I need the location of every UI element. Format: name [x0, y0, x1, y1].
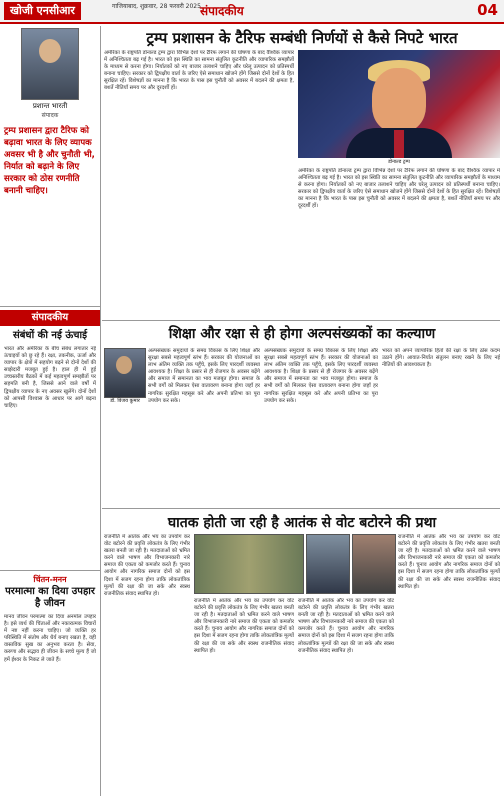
author-photo: [104, 348, 146, 398]
lead-article-continued: अमेरिका के राष्ट्रपति डोनाल्ड ट्रम्प द्वारा विभिन्न देशों पर टैरिफ लगाने की घोषणा के बाद वैश्विक व्यापार में अनिश्चितता बढ़ गई है। भारत को इस स्थिति का सामना संतुलित कूटनीति और व्यापारिक समझौतों के माध्यम से करना होगा। निर्यातकों को नए बाजार तलाशने चाहिए और घरेलू उत्पादन को प्रतिस्पर्धी बनाना चाहिए। सरकार को द्विपक्षीय वार्ता के जरिए ऐसे समाधान खोजने होंगे जिससे दोनों देशों के हित सुरक्षित रहें। विशेषज्ञों का मानना है कि भारत के पास इस चुनौती को अवसर में बदलने की क्षमता है, बशर्ते नीतियाँ समय पर और दूरदर्शी हों।: [298, 168, 500, 210]
third-article-continued-3: राजनीति में आतंक और भय का उपयोग कर वोट बटोरने की प्रवृत्ति लोकतंत्र के लिए गंभीर खतरा बनती जा रही है। मतदाताओं को भ्रमित करने वाले भाषण और विभाजनकारी नारे समाज की एकता को कमजोर करते हैं। चुनाव आयोग और नागरिक समाज दोनों को इस दिशा में सजग रहना होगा ताकि लोकतांत्रिक मूल्यों की रक्षा की जा सके और स्वस्थ राजनीतिक संवाद स्थापित हो।: [398, 534, 500, 590]
second-headline: शिक्षा और रक्षा से ही होगा अल्पसंख्यकों का कल्याण: [168, 326, 436, 342]
editor-title: संपादक: [41, 112, 59, 119]
pull-quote: ट्रम्प प्रशासन द्वारा टैरिफ को बढ़ावा भारत के लिए व्यापक अवसर भी है और चुनौती भी, निर्यात को बढ़ाने के लिए सरकार को ठोस रणनीति बनानी चाहिए।: [4, 126, 95, 196]
editorial-headline: संबंधों की नई ऊंचाई: [12, 330, 88, 341]
second-article-continued: अल्पसंख्यक समुदायों के समग्र विकास के लिए शिक्षा और सुरक्षा सबसे महत्वपूर्ण स्तंभ हैं। सरकार की योजनाओं का लाभ अंतिम व्यक्ति तक पहुँचे, इसके लिए पारदर्शी व्यवस्था आवश्यक है। शिक्षा के प्रसार से ही रोजगार के अवसर बढ़ेंगे और समाज में समानता का भाव मजबूत होगा। समाज के सभी वर्गों को मिलकर ऐसा वातावरण बनाना होगा जहाँ हर नागरिक सुरक्षित महसूस करे और अपनी प्रतिभा का पूरा उपयोग कर सके।: [264, 348, 378, 404]
dateline: गाजियाबाद, शुक्रवार, 28 फरवरी 2025: [112, 3, 201, 10]
editor-profile: [4, 28, 96, 197]
section-rule: [102, 508, 500, 509]
newspaper-brand: खोजी एनसीआर: [4, 2, 81, 20]
lead-article-body: अमेरिका के राष्ट्रपति डोनाल्ड ट्रम्प द्वारा विभिन्न देशों पर टैरिफ लगाने की घोषणा के बाद वैश्विक व्यापार में अनिश्चितता बढ़ गई है। भारत को इस स्थिति का सामना संतुलित कूटनीति और व्यापारिक समझौतों के माध्यम से करना होगा। निर्यातकों को नए बाजार तलाशने चाहिए और घरेलू उत्पादन को प्रतिस्पर्धी बनाना चाहिए। सरकार को द्विपक्षीय वार्ता के जरिए ऐसे समाधान खोजने होंगे जिससे दोनों देशों के हित सुरक्षित रहें। विशेषज्ञों का मानना है कि भारत के पास इस चुनौती को अवसर में बदलने की क्षमता है, बशर्ते नीतियाँ समय पर और दूरदर्शी हों।: [104, 50, 294, 92]
third-article-continued: राजनीति में आतंक और भय का उपयोग कर वोट बटोरने की प्रवृत्ति लोकतंत्र के लिए गंभीर खतरा बनती जा रही है। मतदाताओं को भ्रमित करने वाले भाषण और विभाजनकारी नारे समाज की एकता को कमजोर करते हैं। चुनाव आयोग और नागरिक समाज दोनों को इस दिशा में सजग रहना होगा ताकि लोकतांत्रिक मूल्यों की रक्षा की जा सके और स्वस्थ राजनीतिक संवाद स्थापित हो।: [194, 598, 294, 654]
lead-headline: ट्रम्प प्रशासन के टैरिफ सम्बंधी निर्णयों से कैसे निपटे भारत: [146, 29, 458, 47]
column-rule: [100, 26, 101, 796]
section-title: संपादकीय: [200, 4, 244, 18]
third-headline: घातक होती जा रही है आतंक से वोट बटोरने की प्रथा: [167, 515, 437, 531]
chintan-headline: परमात्मा का दिया उपहार है जीवन: [5, 586, 95, 609]
person-photo: [306, 534, 350, 594]
second-article-continued-2: भारत को अपने व्यापारिक हितों की रक्षा के लिए ठोस कदम उठाने होंगे। आयात-निर्यात संतुलन बनाए रखने के लिए नई नीतियों की आवश्यकता है।: [382, 348, 500, 369]
editorial-body: भारत और अमेरिका के बीच संबंध लगातार नई ऊंचाइयों को छू रहे हैं। रक्षा, तकनीक, ऊर्जा और व्यापार के क्षेत्रों में सहयोग बढ़ने से दोनों देशों की साझेदारी मजबूत हुई है। हाल ही में हुई उच्चस्तरीय बैठकों में कई महत्वपूर्ण समझौतों पर सहमति बनी है, जिससे आने वाले वर्षों में द्विपक्षीय व्यापार के नए अवसर खुलेंगे। दोनों देशों को आपसी विश्वास के आधार पर आगे बढ़ना चाहिए।: [4, 346, 96, 409]
field-photo: [194, 534, 304, 594]
section-rule: [102, 320, 500, 321]
editorial-band: संपादकीय: [0, 310, 100, 326]
chintan-body: मानव जीवन परमात्मा का दिया अनमोल उपहार है। इसे व्यर्थ की चिंताओं और नकारात्मक विचारों में नष्ट नहीं करना चाहिए। जो व्यक्ति हर परिस्थिति में संतोष और धैर्य बनाए रखता है, वही वास्तविक सुख का अनुभव करता है। सेवा, करुणा और सद्भाव ही जीवन के सच्चे मूल्य हैं जो हमें ईश्वर के निकट ले जाते हैं।: [4, 614, 96, 663]
editor-photo: [21, 28, 79, 100]
trump-photo: [298, 50, 500, 158]
person-photo: [352, 534, 396, 594]
chintan-label: चिंतन-मनन: [33, 575, 67, 584]
page-number: 04: [477, 1, 498, 19]
masthead: [0, 0, 504, 24]
trump-photo-caption: डोनाल्ड ट्रम्प: [388, 159, 410, 165]
third-article-body: राजनीति में आतंक और भय का उपयोग कर वोट बटोरने की प्रवृत्ति लोकतंत्र के लिए गंभीर खतरा बनती जा रही है। मतदाताओं को भ्रमित करने वाले भाषण और विभाजनकारी नारे समाज की एकता को कमजोर करते हैं। चुनाव आयोग और नागरिक समाज दोनों को इस दिशा में सजग रहना होगा ताकि लोकतांत्रिक मूल्यों की रक्षा की जा सके और स्वस्थ राजनीतिक संवाद स्थापित हो।: [104, 534, 190, 597]
third-article-continued-2: राजनीति में आतंक और भय का उपयोग कर वोट बटोरने की प्रवृत्ति लोकतंत्र के लिए गंभीर खतरा बनती जा रही है। मतदाताओं को भ्रमित करने वाले भाषण और विभाजनकारी नारे समाज की एकता को कमजोर करते हैं। चुनाव आयोग और नागरिक समाज दोनों को इस दिशा में सजग रहना होगा ताकि लोकतांत्रिक मूल्यों की रक्षा की जा सके और स्वस्थ राजनीतिक संवाद स्थापित हो।: [298, 598, 394, 654]
section-rule: [0, 306, 100, 307]
section-rule: [0, 570, 100, 571]
author-photo-caption: डॉ. विजय कुमार: [110, 398, 140, 404]
editor-name: प्रशान्त भारती: [32, 102, 68, 110]
second-article-body: अल्पसंख्यक समुदायों के समग्र विकास के लिए शिक्षा और सुरक्षा सबसे महत्वपूर्ण स्तंभ हैं। सरकार की योजनाओं का लाभ अंतिम व्यक्ति तक पहुँचे, इसके लिए पारदर्शी व्यवस्था आवश्यक है। शिक्षा के प्रसार से ही रोजगार के अवसर बढ़ेंगे और समाज में समानता का भाव मजबूत होगा। समाज के सभी वर्गों को मिलकर ऐसा वातावरण बनाना होगा जहाँ हर नागरिक सुरक्षित महसूस करे और अपनी प्रतिभा का पूरा उपयोग कर सके।: [148, 348, 260, 404]
